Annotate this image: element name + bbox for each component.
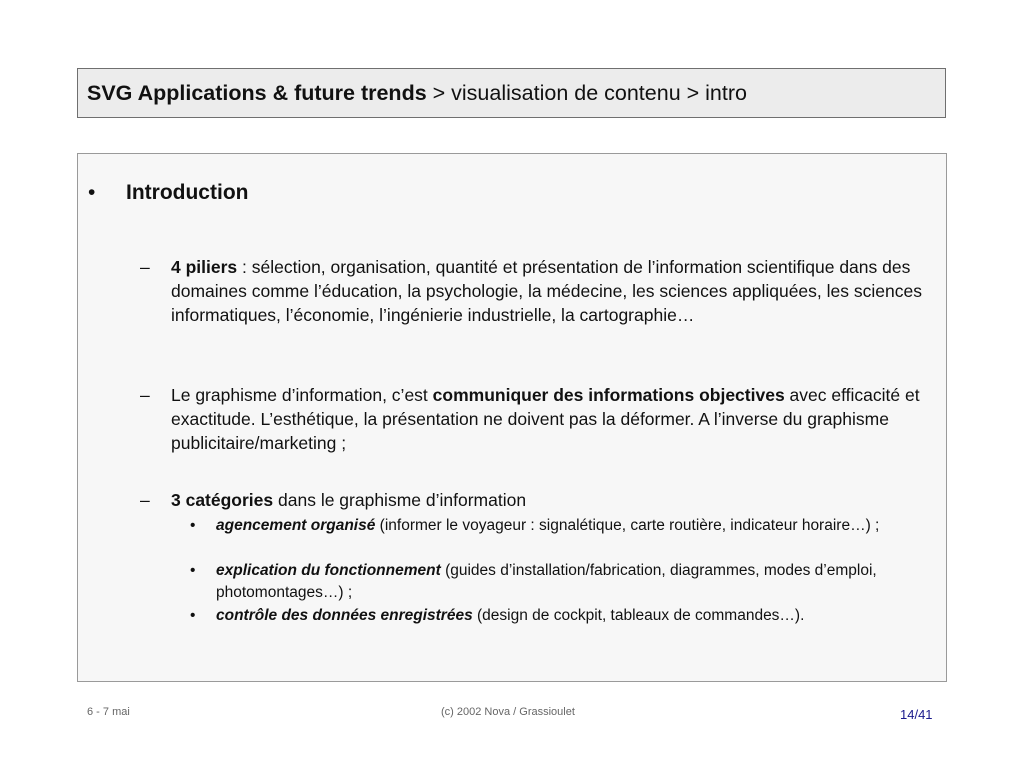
slide-breadcrumb: > visualisation de contenu > intro — [426, 80, 747, 105]
sub-item-text: (guides d’installation/fabrication, diagrammes, modes d’emploi, photomontages…) ; — [216, 562, 877, 601]
list-item-piliers — [140, 255, 940, 327]
item-bold: 4 piliers — [171, 257, 238, 277]
bullet-icon: • — [190, 562, 196, 579]
sub-item-text: (design de cockpit, tableaux de commandes…). — [472, 607, 805, 624]
sub-item-text: (informer le voyageur : signalétique, carte routière, indicateur horaire…) ; — [375, 517, 880, 534]
list-item-graphisme — [140, 383, 940, 455]
page-number: 14/41 — [900, 707, 933, 722]
dash-icon: – — [140, 490, 150, 510]
dash-icon: – — [140, 257, 150, 277]
item-text-post: avec efficacité et exactitude. L’esthétique, la présentation ne doivent pas la déformer. A l’inverse du graphisme publicitaire/marketing ; — [171, 385, 920, 453]
bullet-icon: • — [190, 517, 196, 534]
item-text: : sélection, organisation, quantité et présentation de l’information scientifique dans des domaines comme l’éducation, la psychologie, la médecine, les sciences appliquées, les sciences informatiques, l’économie, l’ingénierie industrielle, la cartographie… — [171, 257, 922, 325]
section-title: Introduction — [126, 181, 249, 204]
item-bold: 3 catégories — [171, 490, 274, 510]
item-bold: communiquer des informations objectives — [432, 385, 785, 405]
sub-item-controle — [190, 605, 890, 627]
item-text-pre: Le graphisme d’information, c’est — [171, 385, 433, 405]
footer-date: 6 - 7 mai — [87, 706, 130, 718]
sub-item-emphasis: agencement organisé — [216, 517, 376, 534]
slide-content — [77, 153, 947, 682]
sub-item-emphasis: contrôle des données enregistrées — [216, 607, 473, 624]
item-text: dans le graphisme d’information — [273, 490, 527, 510]
slide-title-bold: SVG Applications & future trends — [87, 80, 427, 105]
sub-item-emphasis: explication du fonctionnement — [216, 562, 441, 579]
dash-icon: – — [140, 385, 150, 405]
sub-item-agencement — [190, 515, 890, 537]
bullet-icon: • — [88, 181, 96, 204]
footer-copyright: (c) 2002 Nova / Grassioulet — [441, 706, 575, 718]
slide-title-bar — [77, 68, 946, 118]
sub-item-explication — [190, 560, 890, 603]
bullet-icon: • — [190, 607, 196, 624]
slide-title — [87, 81, 747, 106]
list-item-categories — [140, 488, 940, 512]
